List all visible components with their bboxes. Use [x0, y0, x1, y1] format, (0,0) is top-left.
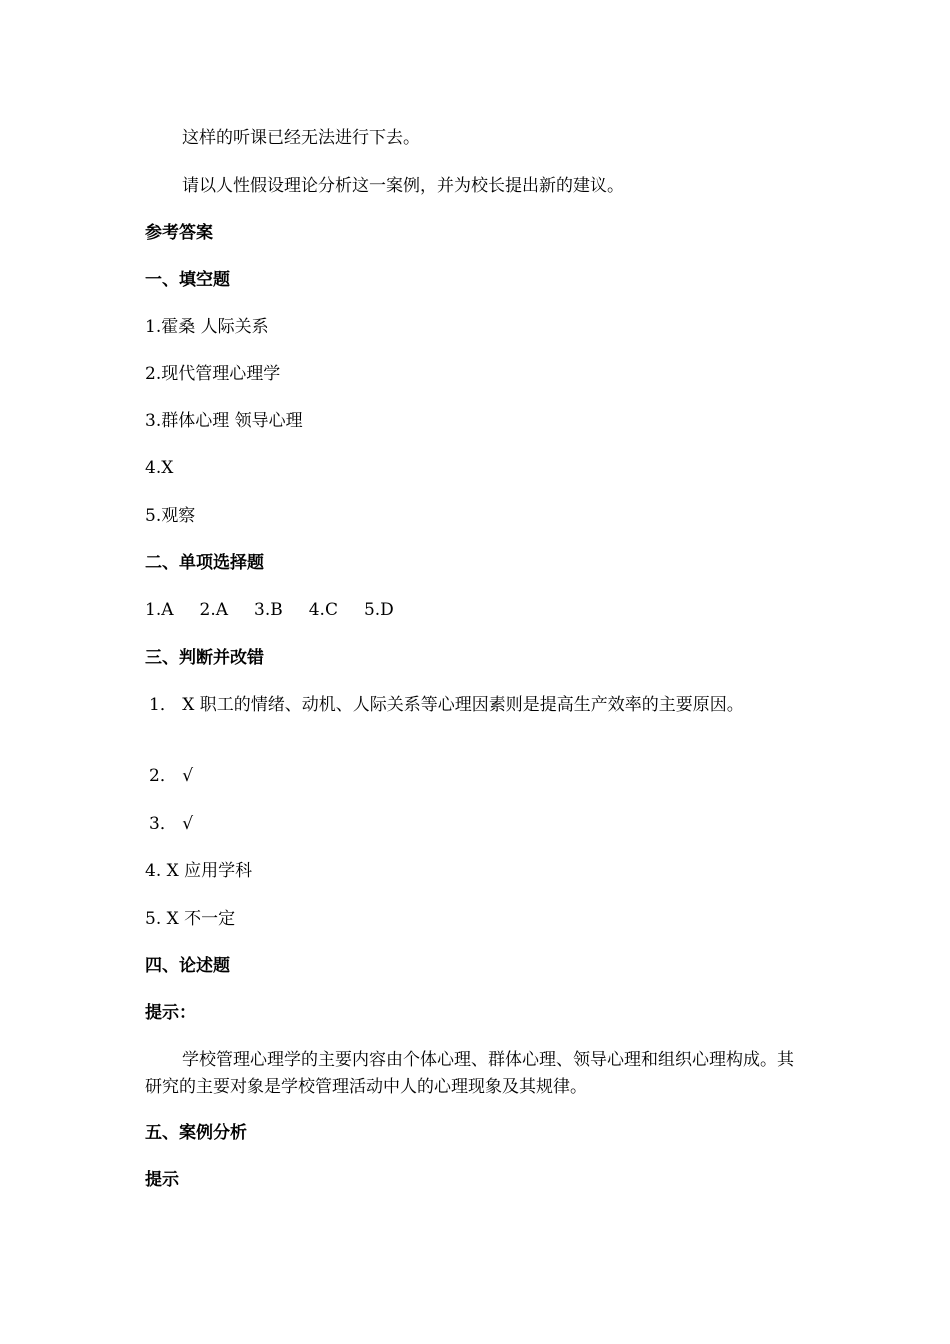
section-4-hint-text: 学校管理心理学的主要内容由个体心理、群体心理、领导心理和组织心理构成。其研究的主要对象是学校管理活动中人的心理现象及其规律。 [145, 1050, 794, 1097]
fill-blank-item-4: 4.X [145, 458, 174, 478]
section-1-heading: 一、填空题 [145, 270, 230, 290]
multiple-choice-answers [145, 598, 420, 622]
judge-item-3: 3． √ [149, 814, 194, 834]
judge-item-2: 2． √ [149, 766, 194, 786]
mc-answer-2: 2.A [199, 600, 228, 620]
judge-item-4: 4. X 应用学科 [145, 861, 253, 881]
intro-line-2: 请以人性假设理论分析这一案例，并为校长提出新的建议。 [182, 176, 624, 196]
fill-blank-item-1: 1.霍桑 人际关系 [145, 317, 269, 337]
mc-answer-3: 3.B [254, 600, 283, 620]
judge-item-1: 1． X 职工的情绪、动机、人际关系等心理因素则是提高生产效率的主要原因。 [149, 695, 744, 715]
fill-blank-item-2: 2.现代管理心理学 [145, 364, 281, 384]
section-5-hint-label: 提示 [145, 1170, 179, 1190]
mc-answer-5: 5.D [363, 600, 394, 620]
section-4-heading: 四、论述题 [145, 956, 230, 976]
fill-blank-item-3: 3.群体心理 领导心理 [145, 411, 303, 431]
section-3-heading: 三、判断并改错 [145, 648, 264, 668]
section-4-hint-label: 提示： [145, 1003, 196, 1023]
section-5-heading: 五、案例分析 [145, 1123, 247, 1143]
section-2-heading: 二、单项选择题 [145, 553, 264, 573]
judge-item-5: 5. X 不一定 [145, 909, 236, 929]
mc-answer-1: 1.A [145, 600, 174, 620]
fill-blank-item-5: 5.观察 [145, 506, 196, 526]
intro-line-1: 这样的听课已经无法进行下去。 [182, 128, 420, 148]
mc-answer-4: 4.C [308, 600, 338, 620]
answer-title: 参考答案 [145, 223, 213, 243]
